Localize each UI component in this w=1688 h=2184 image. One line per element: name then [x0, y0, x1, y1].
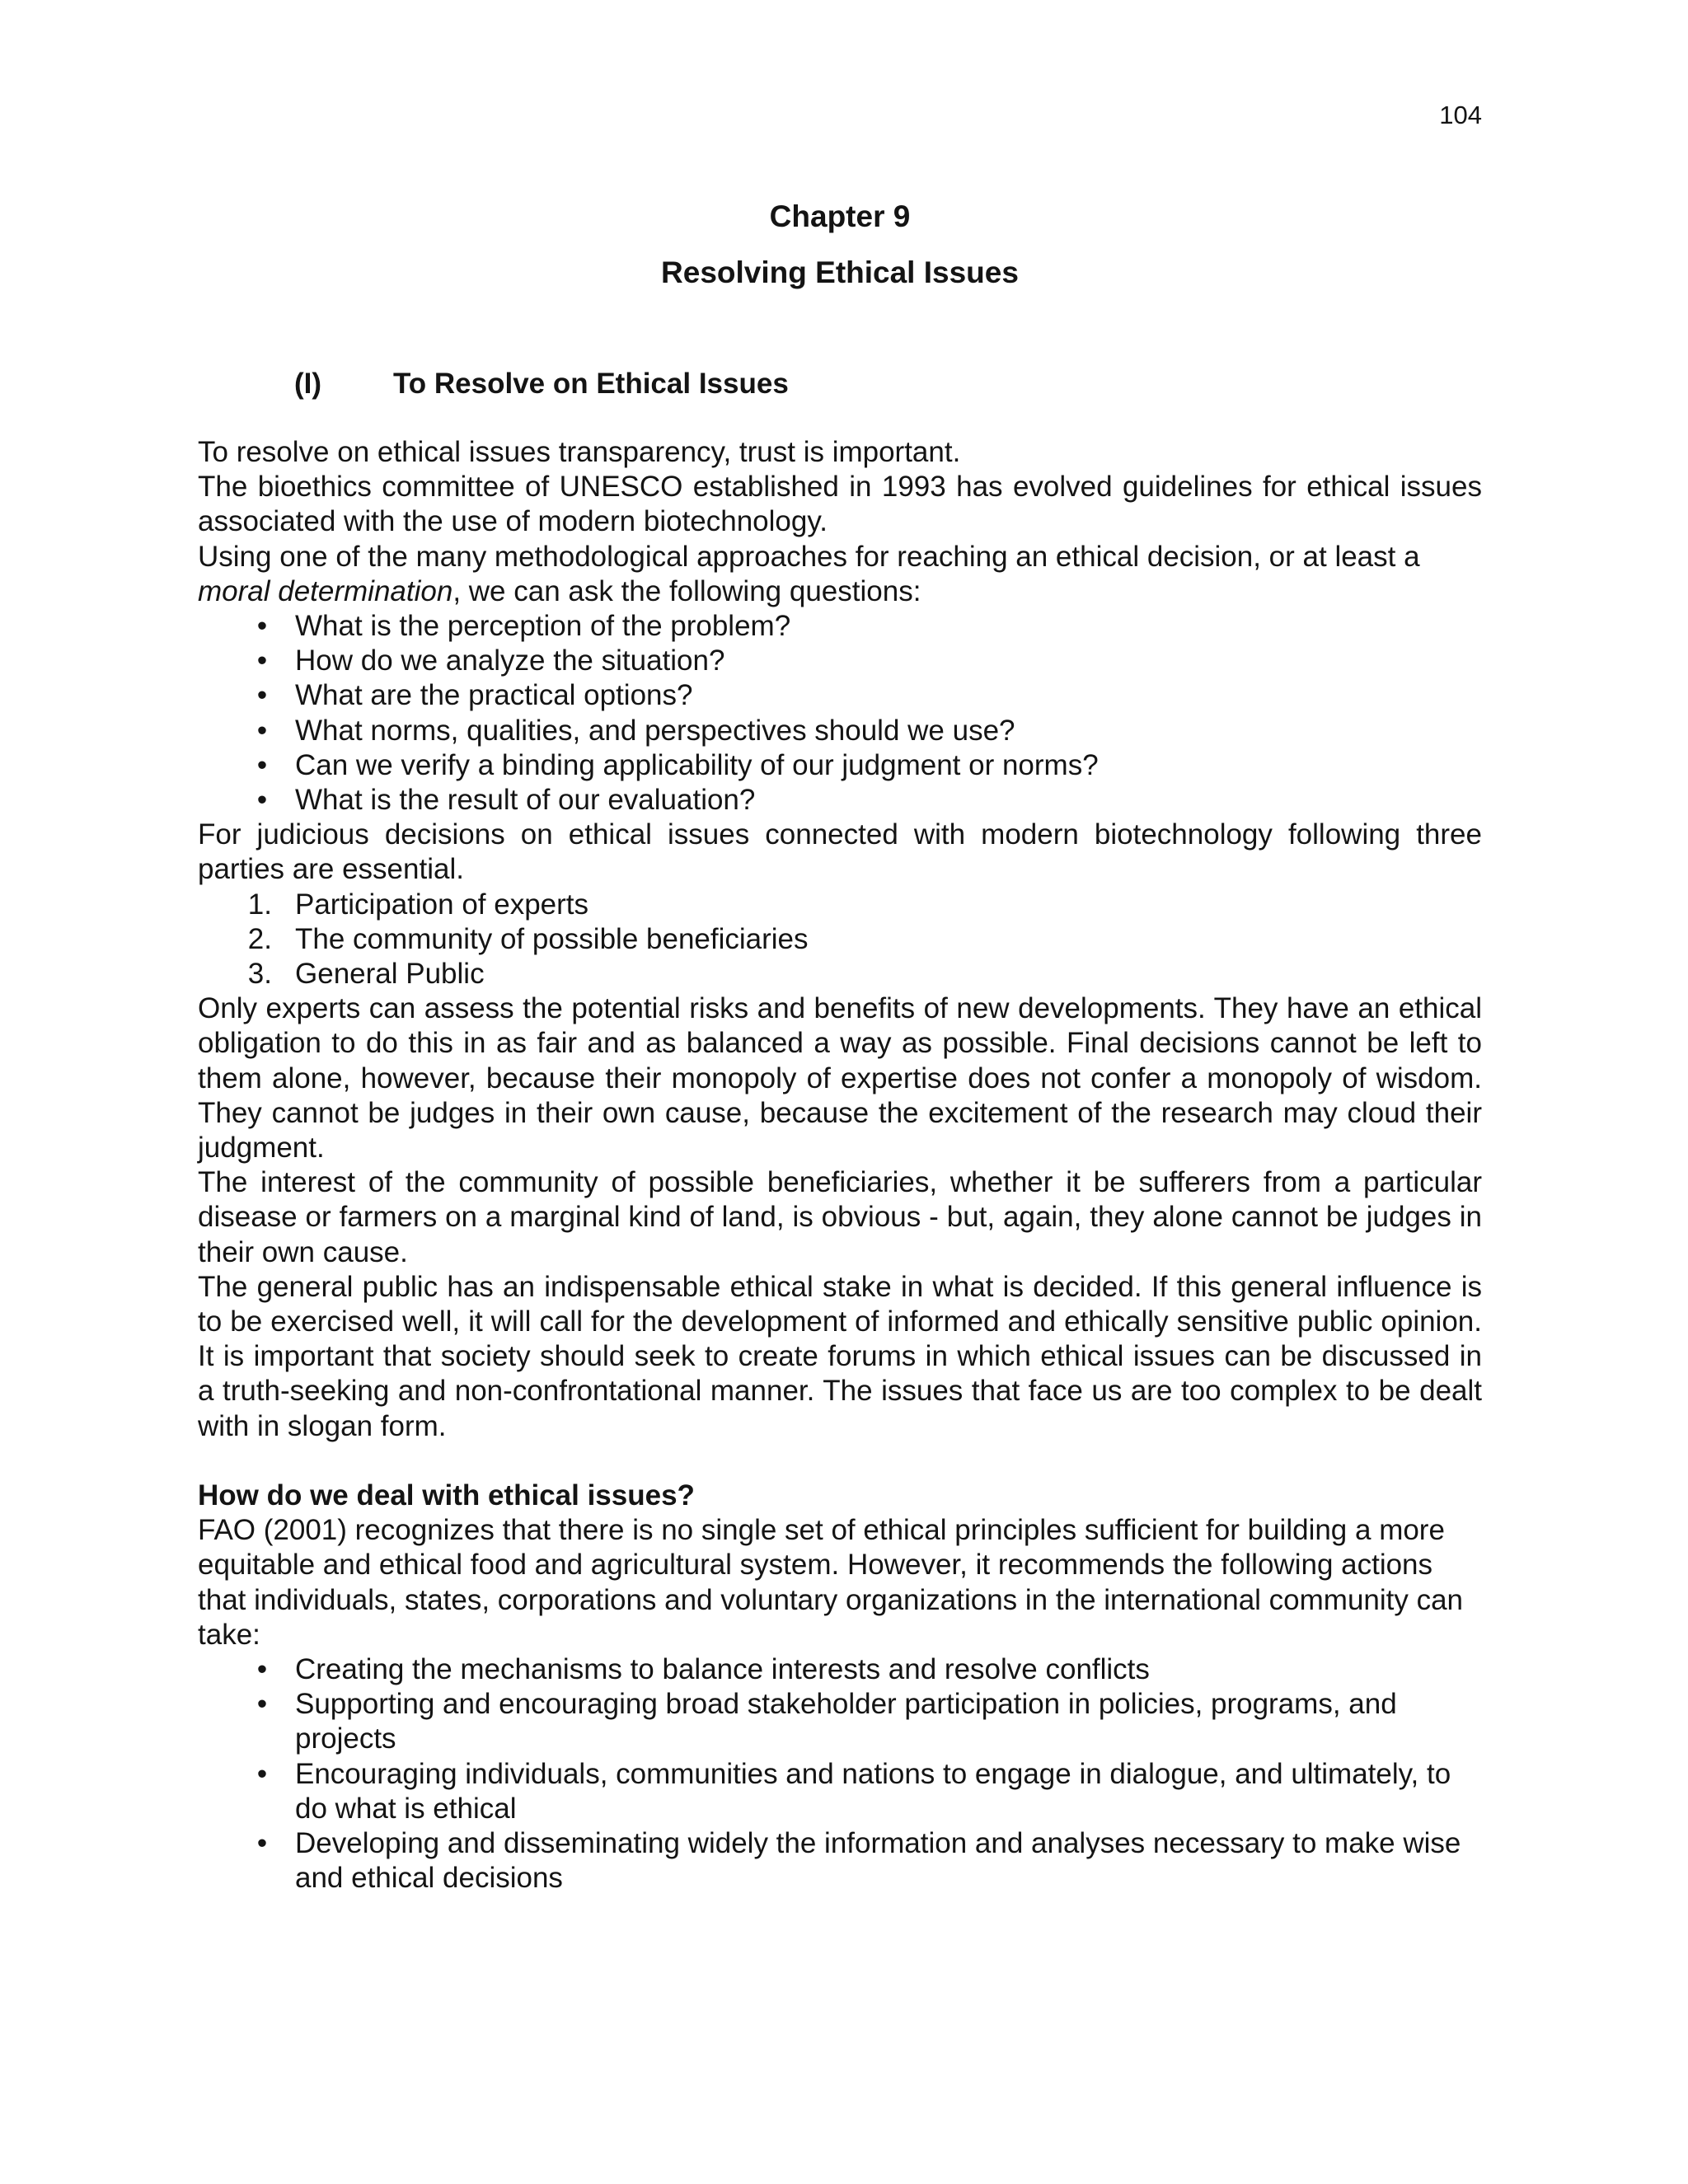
body-text [198, 435, 1482, 1896]
list-item [198, 888, 1482, 922]
bullet-icon: • [256, 1757, 268, 1790]
bullet-icon: • [256, 784, 268, 817]
list-item-text: Developing and disseminating widely the information and analyses necessary to make wise and ethical decisions [295, 1826, 1461, 1895]
paragraph: For judicious decisions on ethical issues connected with modern biotechnology following three parties are essential. [198, 818, 1482, 886]
list-item-text: Participation of experts [295, 888, 589, 921]
paragraph-text: Using one of the many methodological approaches for reaching an ethical decision, or at least a [198, 540, 1420, 573]
list-item [198, 678, 1482, 713]
paragraph: To resolve on ethical issues transparency, trust is important. [198, 436, 961, 468]
bullet-icon: • [256, 1652, 268, 1685]
bullet-icon: • [256, 1688, 268, 1721]
paragraph [198, 540, 1482, 609]
list-item-text: Creating the mechanisms to balance interests and resolve conflicts [295, 1652, 1150, 1685]
list-item [198, 922, 1482, 957]
list-item-text: What norms, qualities, and perspectives should we use? [295, 714, 1015, 747]
actions-list [198, 1652, 1482, 1896]
subheading: How do we deal with ethical issues? [198, 1479, 695, 1511]
list-item-text: The community of possible beneficiaries [295, 922, 809, 955]
section-heading [294, 366, 789, 402]
list-item-text: General Public [295, 958, 485, 991]
italic-term: moral determination [198, 574, 453, 607]
questions-list [198, 609, 1482, 818]
list-number: 3. [247, 958, 272, 991]
bullet-icon: • [256, 748, 268, 781]
section-title: To Resolve on Ethical Issues [393, 368, 789, 400]
bullet-icon: • [256, 1826, 268, 1859]
bullet-icon: • [256, 679, 268, 712]
list-item [198, 644, 1482, 678]
list-item [198, 1826, 1482, 1896]
list-item-text: What is the perception of the problem? [295, 610, 791, 643]
paragraph: The interest of the community of possible beneficiaries, whether it be sufferers from a particular disease or farmers on a marginal kind of land, is obvious - but, again, they alone cannot be judges in their own cause. [198, 1166, 1482, 1268]
paragraph: FAO (2001) recognizes that there is no single set of ethical principles sufficient for building a more equitable and ethical food and agricultural system. However, it recommends the following actions that individuals, states, corporations and voluntary organizations in the international community can take: [198, 1514, 1464, 1651]
bullet-icon: • [256, 610, 268, 643]
list-item-text: Supporting and encouraging broad stakeholder participation in policies, programs, and projects [295, 1688, 1397, 1755]
paragraph-text: , we can ask the following questions: [452, 574, 921, 607]
list-item [198, 609, 1482, 644]
list-item-text: What is the result of our evaluation? [295, 784, 756, 817]
paragraph: The general public has an indispensable ethical stake in what is decided. If this general influence is to be exercised well, it will call for the development of informed and ethically sensitive public opinion. It is important that society should seek to create forums in which ethical issues can be discussed in a truth-seeking and non-confrontational manner. The issues that face us are too complex to be dealt with in slogan form. [198, 1270, 1482, 1442]
list-item [198, 714, 1482, 748]
list-item-text: Can we verify a binding applicability of our judgment or norms? [295, 748, 1099, 781]
spacer [198, 1444, 1482, 1479]
chapter-label: Chapter 9 [769, 199, 911, 233]
paragraph: The bioethics committee of UNESCO established in 1993 has evolved guidelines for ethical issues associated with the use of modern biotechnology. [198, 471, 1482, 538]
paragraph: Only experts can assess the potential risks and benefits of new developments. They have an ethical obligation to do this in as fair and as balanced a way as possible. Final decisions cannot be left to them alone, however, because their monopoly of expertise does not confer a monopoly of wisdom. They cannot be judges in their own cause, because the excitement of the research may cloud their judgment. [198, 992, 1482, 1165]
list-item [198, 957, 1482, 991]
list-item-text: Encouraging individuals, communities and nations to engage in dialogue, and ultimately, to do what is ethical [295, 1757, 1451, 1825]
page-number: 104 [1439, 101, 1482, 129]
list-number: 2. [247, 922, 272, 955]
list-item [198, 1652, 1482, 1687]
section-number: (I) [294, 368, 322, 400]
bullet-icon: • [256, 644, 268, 677]
list-item [198, 748, 1482, 783]
bullet-icon: • [256, 714, 268, 747]
list-item [198, 783, 1482, 818]
chapter-title: Resolving Ethical Issues [661, 255, 1019, 289]
list-item-text: How do we analyze the situation? [295, 644, 725, 677]
list-item [198, 1687, 1482, 1756]
list-item-text: What are the practical options? [295, 679, 693, 712]
parties-list [198, 888, 1482, 992]
list-number: 1. [247, 888, 272, 921]
list-item [198, 1757, 1482, 1826]
